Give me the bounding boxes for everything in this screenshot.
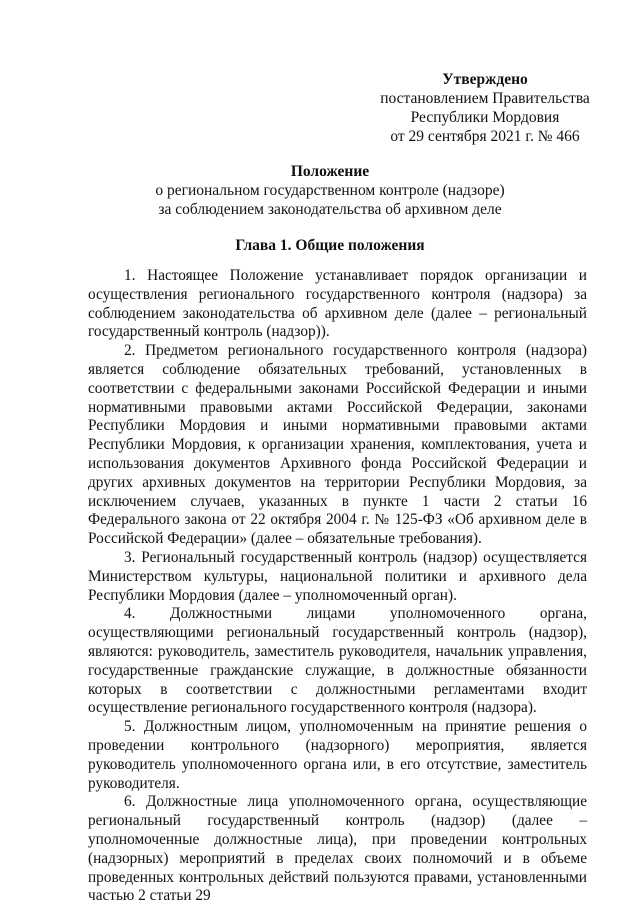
approval-line: Республики Мордовия (410, 109, 560, 126)
paragraph: 4. Должностными лицами уполномоченного органа, осуществляющими региональный государственный контроль (надзор), являются: руководитель, заместитель руководителя, начальник управления, государственные гражданские служащие, в должностные обязанности которых в соответствии с должностными регламентами входит осуществление регионального государственного контроля (надзора). (88, 605, 587, 717)
document-title: Положение (290, 163, 370, 180)
paragraph: 5. Должностным лицом, уполномоченным на принятие решения о проведении контрольного (надзорного) мероприятия, является руководитель уполномоченного органа или, в его отсутствие, заместитель руководителя. (88, 718, 587, 792)
document-subtitle: за соблюдением законодательства об архивном деле (158, 201, 502, 218)
approval-line: постановлением Правительства (380, 90, 590, 107)
approval-heading: Утверждено (442, 71, 528, 88)
approval-stamp (380, 70, 590, 146)
paragraph: 1. Настоящее Положение устанавливает порядок организации и осуществления регионального государственного контроля (надзора) за соблюдением законодательства об архивном деле (далее – региональный государственный контроль (надзор)). (88, 267, 587, 341)
chapter-heading: Глава 1. Общие положения (235, 237, 425, 254)
document-title-block (60, 162, 600, 219)
approval-date-line: от 29 сентября 2021 г. № 466 (390, 128, 580, 145)
paragraph: 2. Предметом регионального государственного контроля (надзора) является соблюдение обязательных требований, установленных в соответствии с федеральными законами Российской Федерации и иными нормативными правовыми актами Российской Федерации, законами Республики Мордовия и иными нормативными правовыми актами Республики Мордовия, к организации хранения, комплектования, учета и использования документов Архивного фонда Российской Федерации и других архивных документов на территории Республики Мордовия, за исключением случаев, указанных в пункте 1 части 2 статьи 16 Федерального закона от 22 октября 2004 г. № 125-ФЗ «Об архивном деле в Российской Федерации» (далее – обязательные требования). (88, 342, 587, 548)
paragraph: 6. Должностные лица уполномоченного органа, осуществляющие региональный государственный контроль (надзор) (далее – уполномоченные должностные лица), при проведении контрольных (надзорных) мероприятий в пределах своих полномочий и в объеме проведенных контрольных действий пользуются правами, установленными частью 2 статьи 29 (88, 793, 587, 905)
paragraph: 3. Региональный государственный контроль (надзор) осуществляется Министерством культуры, национальной политики и архивного дела Республики Мордовия (далее – уполномоченный орган). (88, 548, 587, 604)
document-body (88, 267, 587, 906)
document-subtitle: о региональном государственном контроле (надзоре) (155, 182, 505, 199)
